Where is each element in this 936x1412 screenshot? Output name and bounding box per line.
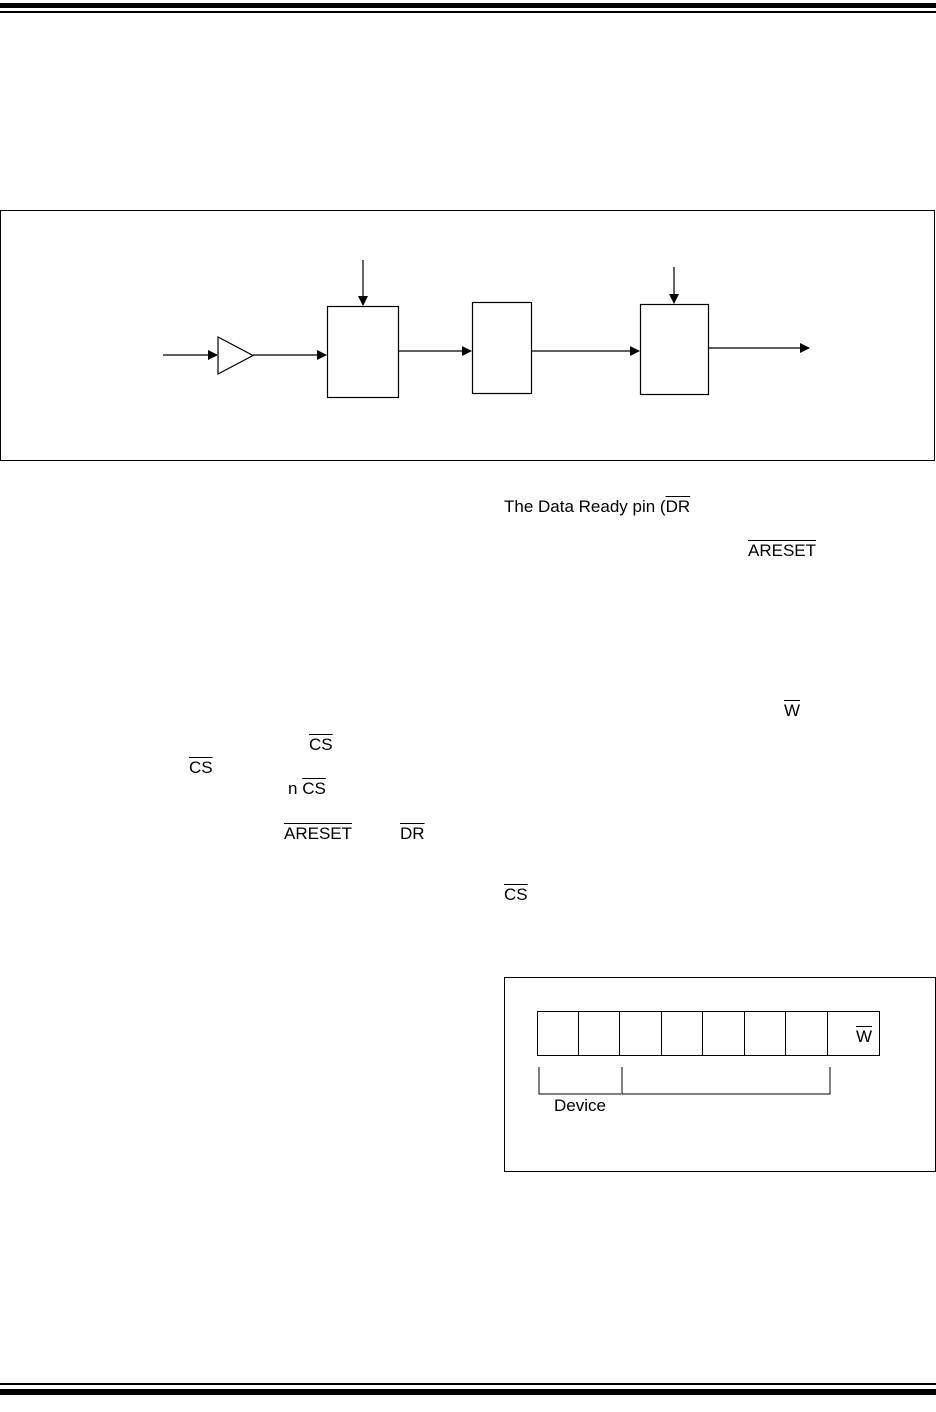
- device-label: Device: [554, 1096, 606, 1115]
- dr-signal: $\overline{DR}$: [665, 497, 691, 516]
- data-ready-prefix: The Data Ready pin (: [504, 497, 666, 516]
- address-bracket: [622, 1067, 830, 1094]
- dr-signal-left: $\overline{DR}$: [400, 824, 425, 843]
- device-bracket: [539, 1067, 621, 1094]
- cs-signal: $\overline{CS}$: [302, 779, 326, 798]
- write-signal-right: $\overline{W}$: [784, 701, 801, 720]
- write-bit-label: $\overline{W}$: [856, 1027, 873, 1046]
- cs-signal-left-1: $\overline{CS}$: [309, 735, 333, 754]
- areset-signal-right: ARESET: [748, 541, 817, 560]
- cs-signal-right: $\overline{CS}$: [504, 885, 528, 904]
- footer-rule-thick: [0, 1389, 936, 1395]
- cs-prefix: n: [288, 779, 303, 798]
- footer-rule-thin: [0, 1383, 936, 1385]
- cs-signal-left-2: $\overline{CS}$: [189, 758, 213, 777]
- areset-signal-left: ARESET: [284, 824, 353, 843]
